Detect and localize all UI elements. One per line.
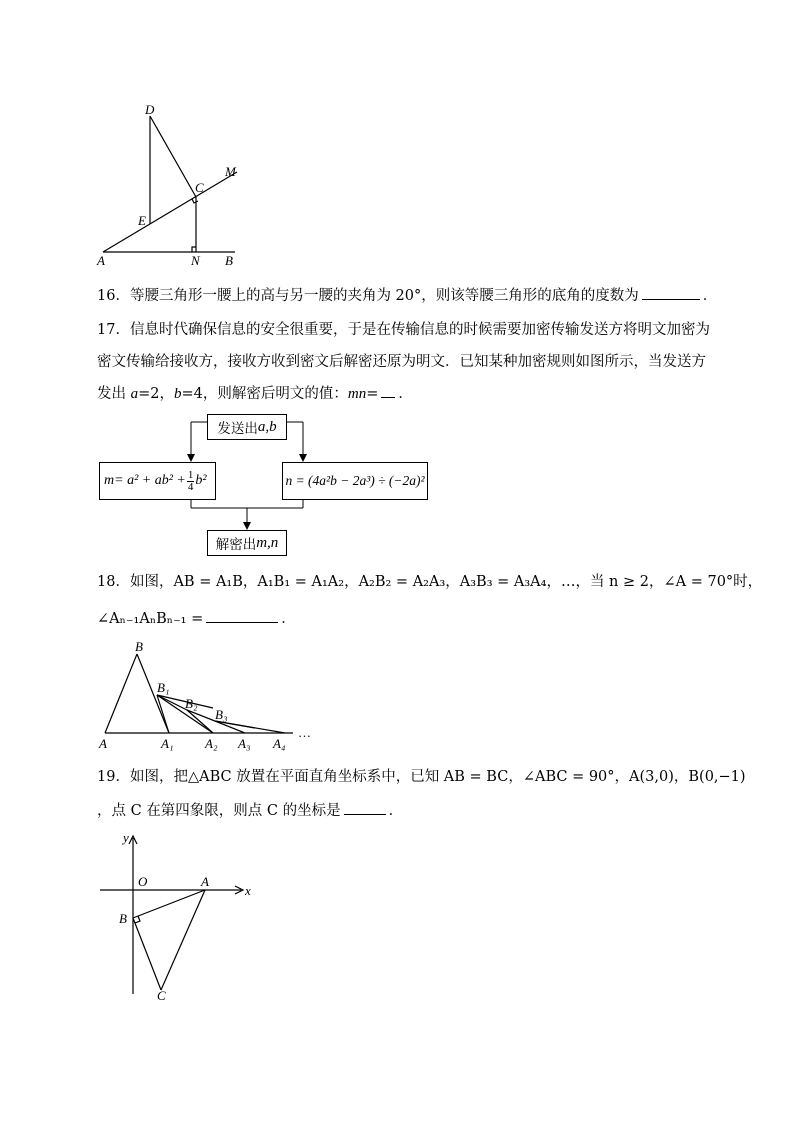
q19-line1: 如图，把△ABC 放置在平面直角坐标系中，已知 AB = BC，∠ABC = 90°，A(3,0)，B(0,−1): [129, 769, 746, 785]
q17-line2: 密文传输给接收方，接收方收到密文后解密还原为明文．已知某种加密规则如图所示，当发送方: [97, 354, 706, 370]
q16-tail: ．: [702, 288, 718, 304]
q17-var-mn: mn: [347, 386, 367, 402]
q18-number: 18．: [97, 574, 130, 590]
figure-q18: [95, 638, 325, 753]
flow-decrypt-vars: m,n: [256, 534, 279, 551]
flow-box-send: [207, 414, 287, 440]
flow-decrypt-label: 解密出: [215, 537, 257, 553]
flow-n-expr: n = (4a²b − 2a³) ÷ (−2a)²: [285, 473, 425, 488]
figure-q15: [95, 98, 255, 268]
flow-send-label: 发送出: [217, 421, 258, 437]
flow-m-frac-num: 1: [187, 468, 194, 481]
q19-label-a: A: [201, 874, 209, 889]
q18-answer-blank[interactable]: [206, 621, 278, 623]
question-19-line-2: [97, 799, 403, 820]
line-dc: [150, 116, 196, 197]
question-17-line-1: [97, 318, 710, 339]
question-18-line-1: [97, 570, 762, 591]
q19-label-x: x: [245, 883, 251, 898]
question-19-line-1: [97, 765, 746, 786]
q19-label-c: C: [157, 988, 166, 1003]
figure-q19: [95, 828, 265, 1003]
q18-line2: ∠Aₙ₋₁AₙBₙ₋₁ =: [97, 611, 204, 627]
flow-m-expr: = a² + ab² +: [114, 473, 186, 488]
question-16: [97, 284, 717, 305]
flow-m-prefix: m: [104, 473, 115, 488]
flow-m-fraction: [187, 470, 195, 493]
label-b: B: [225, 253, 233, 268]
flow-m-tail: b²: [195, 473, 207, 488]
q17-var-a: a: [130, 386, 139, 402]
q18-label-a2: A₂: [205, 736, 218, 751]
q18-line1: 如图，AB = A₁B，A₁B₁ = A₁A₂，A₂B₂ = A₂A₃，A₃B₃ = A₃A₄，…，当 n ≥ 2，∠A = 70°时，: [129, 574, 763, 590]
q18-label-dots: …: [298, 725, 311, 740]
q19-label-o: O: [138, 874, 148, 889]
q17-number: 17．: [97, 322, 130, 338]
question-18-line-2: [97, 607, 296, 628]
flow-box-m: [99, 462, 216, 500]
q17-answer-blank[interactable]: [381, 396, 395, 398]
q18-label-b3: B₃: [215, 707, 228, 722]
q17-line3-c: =4，则解密后明文的值：: [181, 386, 348, 402]
q17-line3-b: =2，: [138, 386, 174, 402]
q18-label-a3: A₃: [238, 736, 251, 751]
label-d: D: [145, 102, 155, 117]
q19-tail: ．: [388, 803, 404, 819]
flow-send-vars: a,b: [257, 418, 277, 435]
q19-line2: ，点 C 在第四象限，则点 C 的坐标是: [97, 803, 341, 819]
q18-label-b2: B₂: [185, 696, 198, 711]
label-a: A: [97, 253, 105, 268]
q17-line3-d: =: [366, 386, 379, 402]
q18-label-b1: B₁: [157, 680, 170, 695]
q19-label-y: y: [123, 830, 129, 845]
q16-number: 16．: [97, 288, 130, 304]
q18-tail: ．: [281, 611, 296, 627]
q18-label-a1: A₁: [161, 736, 174, 751]
q17-line1: 信息时代确保信息的安全很重要，于是在传输信息的时候需要加密传输发送方将明文加密为: [129, 322, 710, 338]
line-am: [103, 172, 237, 252]
right-angle-n: [192, 247, 196, 252]
flow-box-decrypt: [207, 530, 287, 556]
q18-label-a: A: [99, 736, 107, 751]
q16-answer-blank[interactable]: [642, 298, 700, 300]
question-17-line-3: [97, 382, 413, 403]
flow-m-frac-den: 4: [187, 480, 194, 493]
q19-number: 19．: [97, 769, 130, 785]
q19-label-b: B: [119, 911, 127, 926]
flow-box-n: [282, 462, 428, 500]
question-17-line-2: [97, 350, 706, 371]
q16-text: 等腰三角形一腰上的高与另一腰的夹角为 20°，则该等腰三角形的底角的度数为: [129, 288, 639, 304]
label-m: M: [225, 164, 236, 179]
q17-line3-a: 发出: [97, 386, 131, 402]
q19-answer-blank[interactable]: [344, 813, 386, 815]
label-e: E: [138, 213, 146, 228]
q17-var-b: b: [173, 386, 182, 402]
q18-label-a4: A₄: [273, 736, 286, 751]
q18-label-b: B: [135, 639, 143, 654]
label-c: C: [195, 180, 204, 195]
q17-tail: ．: [398, 386, 413, 402]
label-n: N: [191, 253, 200, 268]
right-angle-c: [192, 199, 198, 203]
segment-bc: [133, 918, 161, 990]
